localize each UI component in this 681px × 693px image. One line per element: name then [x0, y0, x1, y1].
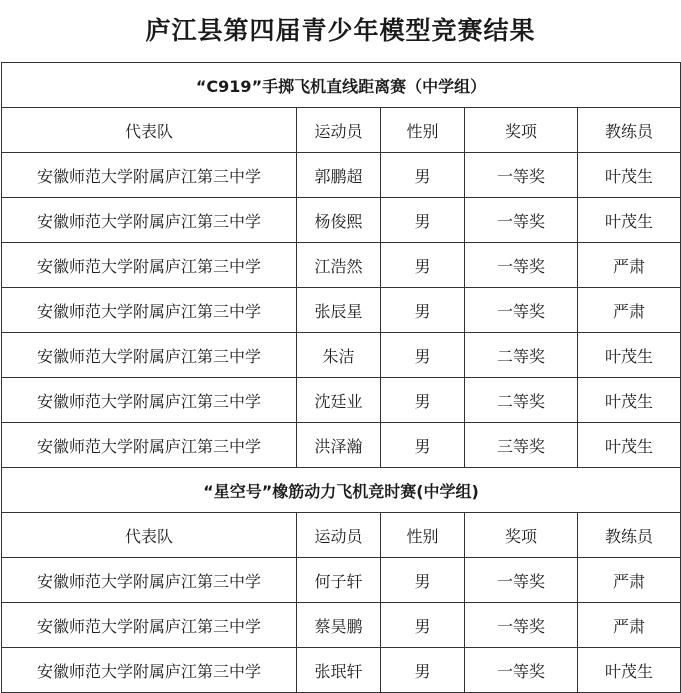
- award-cell: 一等奖: [465, 603, 578, 648]
- athlete-cell: 何子轩: [297, 558, 381, 603]
- coach-cell: 叶茂生: [578, 198, 681, 243]
- table-row: [2, 558, 681, 603]
- athlete-cell: 杨俊熙: [297, 198, 381, 243]
- team-cell: 安徽师范大学附属庐江第三中学: [2, 558, 297, 603]
- column-header-award: 奖项: [465, 513, 578, 558]
- award-cell: 二等奖: [465, 378, 578, 423]
- column-header-athlete: 运动员: [297, 513, 381, 558]
- column-header-athlete: 运动员: [297, 108, 381, 153]
- award-cell: 一等奖: [465, 648, 578, 693]
- award-cell: 一等奖: [465, 558, 578, 603]
- column-header-award: 奖项: [465, 108, 578, 153]
- table-row: [2, 243, 681, 288]
- table-row: [2, 423, 681, 468]
- coach-cell: 叶茂生: [578, 423, 681, 468]
- table-row: [2, 333, 681, 378]
- team-cell: 安徽师范大学附属庐江第三中学: [2, 153, 297, 198]
- table-row: [2, 288, 681, 333]
- athlete-cell: 蔡昊鹏: [297, 603, 381, 648]
- table-row: [2, 198, 681, 243]
- table-row: [2, 378, 681, 423]
- award-cell: 一等奖: [465, 153, 578, 198]
- award-cell: 一等奖: [465, 243, 578, 288]
- header-row: [2, 513, 681, 558]
- gender-cell: 男: [381, 558, 465, 603]
- gender-cell: 男: [381, 333, 465, 378]
- coach-cell: 叶茂生: [578, 153, 681, 198]
- column-header-coach: 教练员: [578, 513, 681, 558]
- coach-cell: 严肃: [578, 558, 681, 603]
- section-title: “C919”手掷飞机直线距离赛（中学组）: [2, 63, 681, 108]
- coach-cell: 叶茂生: [578, 333, 681, 378]
- award-cell: 一等奖: [465, 288, 578, 333]
- athlete-cell: 沈廷业: [297, 378, 381, 423]
- header-row: [2, 108, 681, 153]
- column-header-coach: 教练员: [578, 108, 681, 153]
- team-cell: 安徽师范大学附属庐江第三中学: [2, 378, 297, 423]
- section-title: “星空号”橡筋动力飞机竞时赛(中学组): [2, 468, 681, 513]
- coach-cell: 严肃: [578, 243, 681, 288]
- coach-cell: 严肃: [578, 603, 681, 648]
- team-cell: 安徽师范大学附属庐江第三中学: [2, 423, 297, 468]
- team-cell: 安徽师范大学附属庐江第三中学: [2, 243, 297, 288]
- athlete-cell: 张辰星: [297, 288, 381, 333]
- column-header-gender: 性别: [381, 513, 465, 558]
- section-title-row: [2, 468, 681, 513]
- team-cell: 安徽师范大学附属庐江第三中学: [2, 648, 297, 693]
- column-header-team: 代表队: [2, 513, 297, 558]
- gender-cell: 男: [381, 378, 465, 423]
- team-cell: 安徽师范大学附属庐江第三中学: [2, 198, 297, 243]
- results-table: [1, 62, 681, 693]
- gender-cell: 男: [381, 198, 465, 243]
- coach-cell: 叶茂生: [578, 648, 681, 693]
- athlete-cell: 郭鹏超: [297, 153, 381, 198]
- team-cell: 安徽师范大学附属庐江第三中学: [2, 333, 297, 378]
- page-title: 庐江县第四届青少年模型竞赛结果: [145, 16, 536, 45]
- section-title-row: [2, 63, 681, 108]
- award-cell: 一等奖: [465, 198, 578, 243]
- table-row: [2, 153, 681, 198]
- table-row: [2, 648, 681, 693]
- award-cell: 三等奖: [465, 423, 578, 468]
- coach-cell: 叶茂生: [578, 378, 681, 423]
- athlete-cell: 洪泽瀚: [297, 423, 381, 468]
- gender-cell: 男: [381, 423, 465, 468]
- coach-cell: 严肃: [578, 288, 681, 333]
- award-cell: 二等奖: [465, 333, 578, 378]
- column-header-team: 代表队: [2, 108, 297, 153]
- athlete-cell: 江浩然: [297, 243, 381, 288]
- gender-cell: 男: [381, 603, 465, 648]
- gender-cell: 男: [381, 288, 465, 333]
- gender-cell: 男: [381, 243, 465, 288]
- athlete-cell: 朱洁: [297, 333, 381, 378]
- column-header-gender: 性别: [381, 108, 465, 153]
- athlete-cell: 张珉轩: [297, 648, 381, 693]
- table-row: [2, 603, 681, 648]
- gender-cell: 男: [381, 153, 465, 198]
- team-cell: 安徽师范大学附属庐江第三中学: [2, 288, 297, 333]
- gender-cell: 男: [381, 648, 465, 693]
- team-cell: 安徽师范大学附属庐江第三中学: [2, 603, 297, 648]
